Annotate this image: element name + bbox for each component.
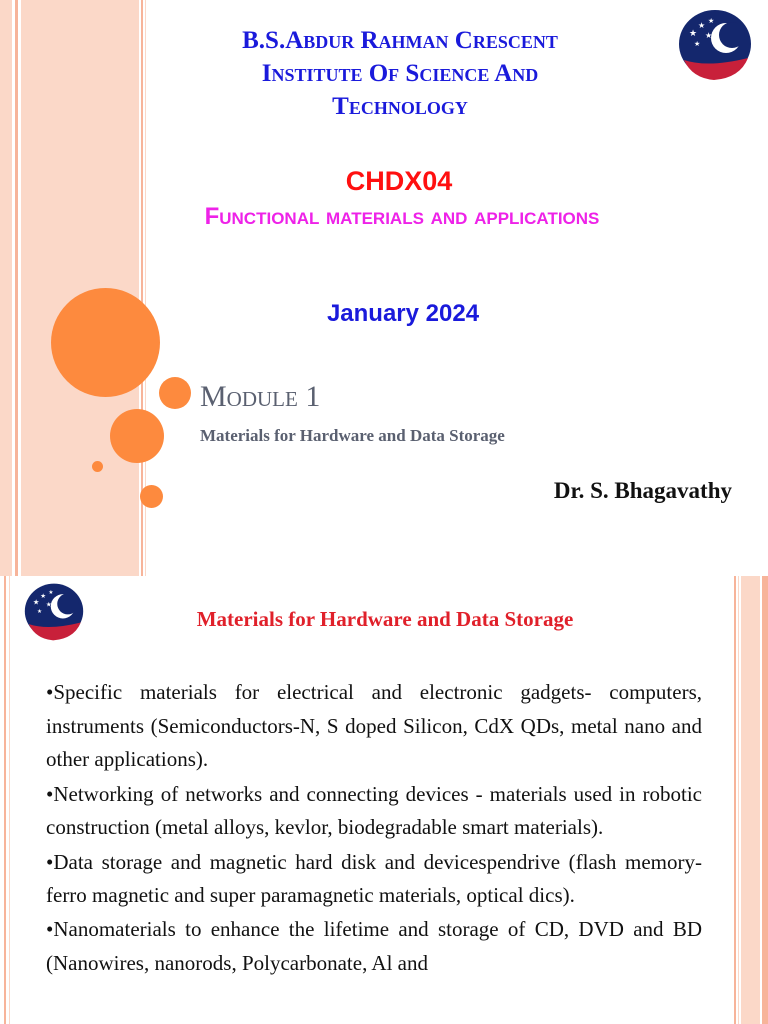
decorative-stripe [0, 0, 12, 576]
bullet-list [46, 676, 702, 981]
decorative-stripe [15, 0, 18, 576]
svg-text:★: ★ [40, 592, 47, 601]
decorative-stripe [762, 576, 768, 1024]
course-title: Functional materials and applications [204, 203, 600, 230]
decorative-stripe [734, 576, 736, 1024]
decorative-stripe [9, 576, 10, 1024]
decorative-circle [140, 485, 163, 508]
decorative-stripe [4, 576, 6, 1024]
bullet-item: • Specific materials for electrical and electronic gadgets- computers, instruments (Semiconductors-N, S doped Silicon, CdX QDs, metal nano and other applications). [46, 676, 702, 777]
bullet-item: • Networking of networks and connecting devices - materials used in robotic construction (metal alloys, kevlor, biodegradable smart materials). [46, 778, 702, 845]
module-subtitle: Materials for Hardware and Data Storage [200, 426, 505, 445]
author-name: Dr. S. Bhagavathy [553, 478, 732, 503]
svg-text:★: ★ [698, 21, 706, 30]
content-slide [0, 576, 768, 1024]
institution-line-2: Institute Of Science And [261, 60, 539, 87]
institution-line-3: Technology [332, 93, 468, 120]
svg-text:★: ★ [45, 600, 52, 609]
svg-text:★: ★ [48, 590, 54, 597]
decorative-stripe [741, 576, 760, 1024]
bullet-item: • Data storage and magnetic hard disk and devicespendrive (flash memory-ferro magnetic and super paramagnetic materials, optical dics). [46, 846, 702, 913]
svg-text:★: ★ [708, 17, 715, 25]
svg-text:★: ★ [705, 31, 713, 40]
decorative-circle [92, 461, 103, 472]
decorative-stripe [738, 576, 739, 1024]
svg-text:★: ★ [689, 29, 698, 39]
crescent-logo-icon [678, 8, 752, 82]
decorative-stripe [21, 0, 139, 576]
presentation-date: January 2024 [326, 300, 480, 327]
course-code: CHDX04 [345, 166, 453, 196]
institution-line-1: B.S.Abdur Rahman Crescent [242, 27, 558, 54]
decorative-circle [159, 377, 191, 409]
svg-text:★: ★ [32, 597, 40, 607]
bullet-item: • Nanomaterials to enhance the lifetime and storage of CD, DVD and BD (Nanowires, nanorods, Polycarbonate, Al and [46, 913, 702, 980]
institution-name [150, 24, 650, 123]
slide-title: Materials for Hardware and Data Storage [196, 607, 574, 631]
svg-text:★: ★ [694, 40, 701, 48]
module-title: Module 1 [200, 380, 321, 413]
decorative-circle [110, 409, 164, 463]
svg-text:★: ★ [36, 608, 43, 615]
